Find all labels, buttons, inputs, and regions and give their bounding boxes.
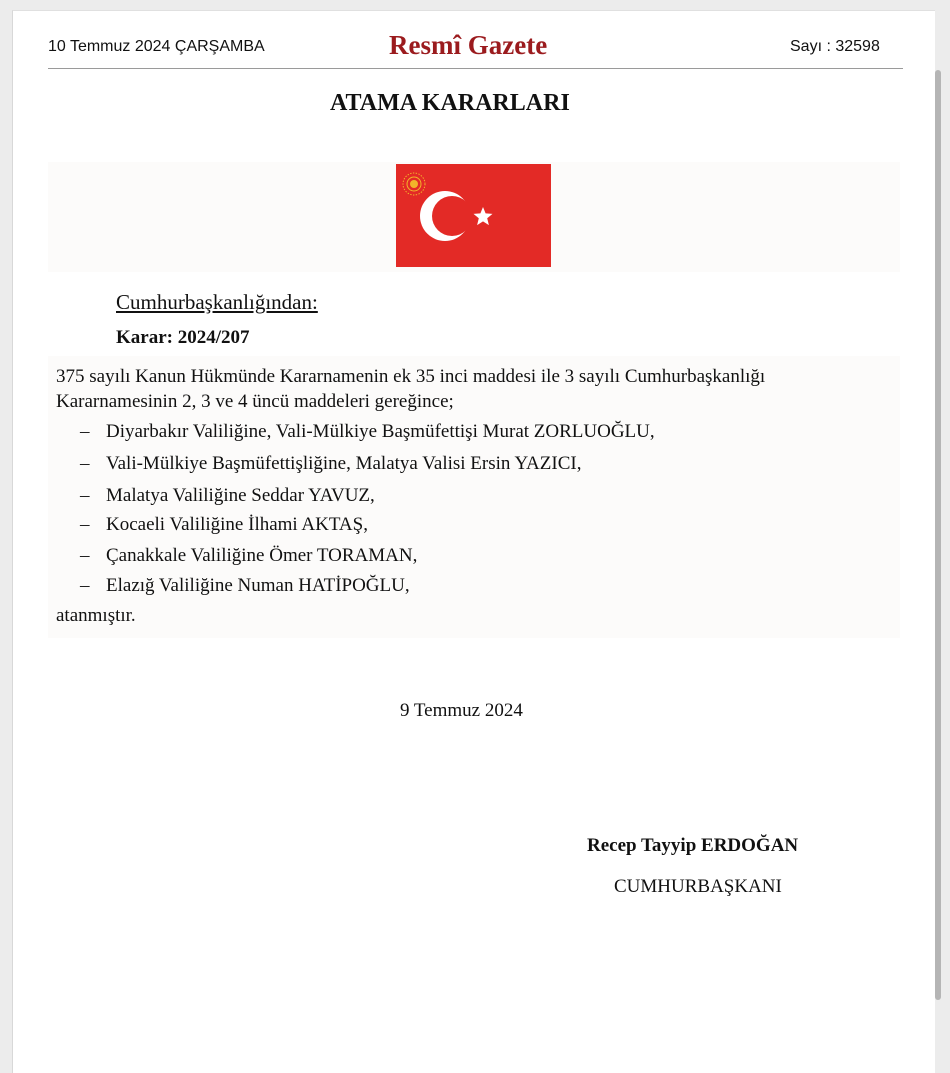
header-rule bbox=[48, 68, 903, 69]
issue-number: Sayı : 32598 bbox=[790, 38, 880, 55]
issuing-authority: Cumhurbaşkanlığından: bbox=[116, 290, 318, 314]
signatory-title: CUMHURBAŞKANI bbox=[614, 876, 782, 897]
decision-date: 9 Temmuz 2024 bbox=[400, 700, 523, 721]
appointment-item: – Elazığ Valiliğine Numan HATİPOĞLU, bbox=[80, 575, 410, 596]
appointment-item: – Diyarbakır Valiliğine, Vali-Mülkiye Başmüfettişi Murat ZORLUOĞLU, bbox=[80, 421, 655, 442]
closing-text: atanmıştır. bbox=[56, 605, 136, 626]
preamble-line-2: Kararnamesinin 2, 3 ve 4 üncü maddeleri gereğince; bbox=[56, 391, 454, 412]
decision-number: Karar: 2024/207 bbox=[116, 327, 250, 348]
appointment-item: – Malatya Valiliğine Seddar YAVUZ, bbox=[80, 485, 375, 506]
section-title: ATAMA KARARLARI bbox=[330, 90, 570, 116]
signatory-name: Recep Tayyip ERDOĞAN bbox=[587, 835, 799, 856]
preamble-line-1: 375 sayılı Kanun Hükmünde Kararnamenin ek 35 inci maddesi ile 3 sayılı Cumhurbaşkanlığı bbox=[56, 366, 766, 387]
scrollbar[interactable] bbox=[935, 70, 941, 1000]
masthead-title: Resmî Gazete bbox=[389, 30, 548, 60]
turkish-flag-emblem bbox=[396, 164, 551, 267]
header-date: 10 Temmuz 2024 ÇARŞAMBA bbox=[48, 38, 265, 55]
appointment-item: – Vali-Mülkiye Başmüfettişliğine, Malatya Valisi Ersin YAZICI, bbox=[80, 453, 582, 474]
appointment-item: – Çanakkale Valiliğine Ömer TORAMAN, bbox=[80, 545, 418, 566]
appointment-item: – Kocaeli Valiliğine İlhami AKTAŞ, bbox=[80, 514, 368, 535]
